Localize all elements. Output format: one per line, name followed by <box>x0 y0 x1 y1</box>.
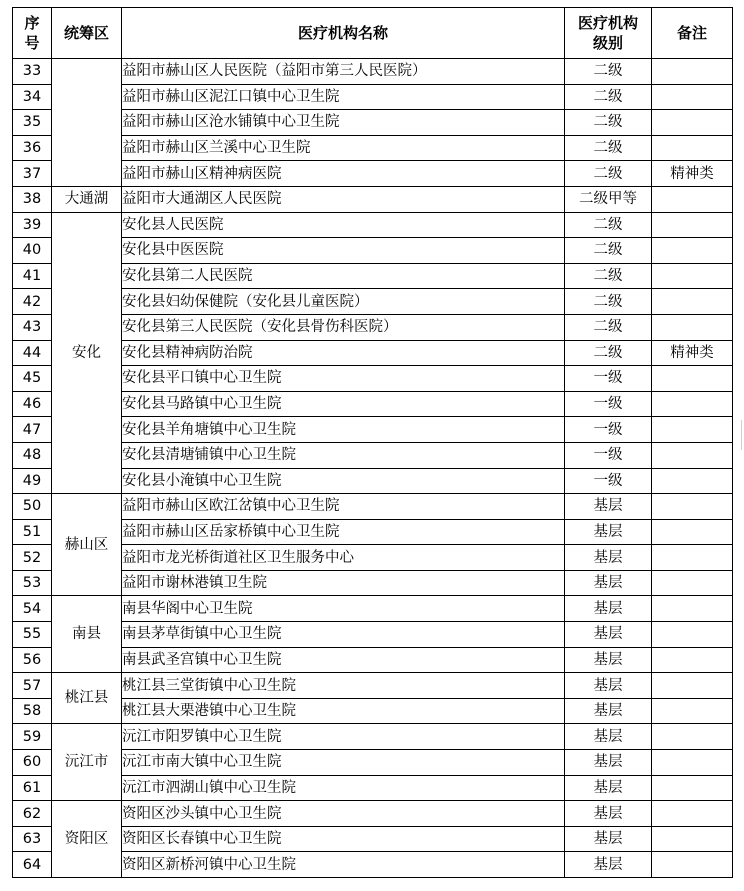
institution-name: 益阳市赫山区精神病医院 <box>122 161 565 187</box>
institution-name: 安化县小淹镇中心卫生院 <box>122 468 565 494</box>
header-note: 备注 <box>652 8 733 59</box>
institution-level: 二级 <box>565 135 652 161</box>
row-number: 43 <box>13 314 52 340</box>
row-number: 37 <box>13 161 52 187</box>
table-row <box>13 596 733 622</box>
note-cell <box>652 59 733 85</box>
row-number: 33 <box>13 59 52 85</box>
note-cell: 精神类 <box>652 161 733 187</box>
institution-name: 益阳市龙光桥街道社区卫生服务中心 <box>122 545 565 571</box>
row-number: 45 <box>13 366 52 392</box>
note-cell <box>652 673 733 699</box>
institution-level: 二级 <box>565 238 652 264</box>
institution-name: 沅江市阳罗镇中心卫生院 <box>122 724 565 750</box>
institution-name: 安化县清塘铺镇中心卫生院 <box>122 442 565 468</box>
institution-name: 益阳市赫山区欧江岔镇中心卫生院 <box>122 494 565 520</box>
area-cell: 桃江县 <box>52 673 122 724</box>
row-number: 42 <box>13 289 52 315</box>
area-cell: 沅江市 <box>52 724 122 801</box>
note-cell <box>652 442 733 468</box>
institution-name: 安化县平口镇中心卫生院 <box>122 366 565 392</box>
row-number: 39 <box>13 212 52 238</box>
row-number: 55 <box>13 622 52 648</box>
institution-level: 二级 <box>565 161 652 187</box>
note-cell <box>652 545 733 571</box>
note-cell <box>652 647 733 673</box>
row-number: 63 <box>13 826 52 852</box>
row-number: 46 <box>13 391 52 417</box>
institution-name: 安化县马路镇中心卫生院 <box>122 391 565 417</box>
institution-name: 益阳市赫山区兰溪中心卫生院 <box>122 135 565 161</box>
note-cell <box>652 750 733 776</box>
institution-level: 二级 <box>565 59 652 85</box>
institution-name: 资阳区新桥河镇中心卫生院 <box>122 852 565 878</box>
note-cell <box>652 110 733 136</box>
table-row <box>13 59 733 85</box>
table-row <box>13 673 733 699</box>
note-cell <box>652 852 733 878</box>
page-edge-mark <box>741 420 742 450</box>
institution-level: 基层 <box>565 801 652 827</box>
note-cell <box>652 314 733 340</box>
row-number: 59 <box>13 724 52 750</box>
institution-name: 桃江县三堂街镇中心卫生院 <box>122 673 565 699</box>
note-cell <box>652 289 733 315</box>
row-number: 61 <box>13 775 52 801</box>
note-cell <box>652 366 733 392</box>
institution-name: 沅江市泗湖山镇中心卫生院 <box>122 775 565 801</box>
institution-level: 二级 <box>565 110 652 136</box>
row-number: 50 <box>13 494 52 520</box>
institution-level: 基层 <box>565 852 652 878</box>
note-cell <box>652 724 733 750</box>
table-row <box>13 212 733 238</box>
row-number: 51 <box>13 519 52 545</box>
row-number: 38 <box>13 186 52 212</box>
table-row <box>13 494 733 520</box>
institution-level: 基层 <box>565 647 652 673</box>
note-cell <box>652 263 733 289</box>
institution-name: 益阳市赫山区岳家桥镇中心卫生院 <box>122 519 565 545</box>
row-number: 56 <box>13 647 52 673</box>
institution-name: 沅江市南大镇中心卫生院 <box>122 750 565 776</box>
institution-name: 安化县第二人民医院 <box>122 263 565 289</box>
institution-level: 基层 <box>565 698 652 724</box>
institution-level: 一级 <box>565 391 652 417</box>
area-cell: 南县 <box>52 596 122 673</box>
institution-level: 二级 <box>565 340 652 366</box>
header-area: 统筹区 <box>52 8 122 59</box>
institution-name: 益阳市大通湖区人民医院 <box>122 186 565 212</box>
institution-name: 桃江县大栗港镇中心卫生院 <box>122 698 565 724</box>
institution-name: 资阳区沙头镇中心卫生院 <box>122 801 565 827</box>
institution-level: 基层 <box>565 519 652 545</box>
note-cell <box>652 698 733 724</box>
table-header-row <box>13 8 733 59</box>
table-row <box>13 724 733 750</box>
row-number: 52 <box>13 545 52 571</box>
institution-name: 南县华阁中心卫生院 <box>122 596 565 622</box>
row-number: 49 <box>13 468 52 494</box>
header-level: 医疗机构 级别 <box>565 8 652 59</box>
note-cell <box>652 519 733 545</box>
note-cell <box>652 212 733 238</box>
row-number: 60 <box>13 750 52 776</box>
institution-level: 二级 <box>565 212 652 238</box>
row-number: 57 <box>13 673 52 699</box>
row-number: 48 <box>13 442 52 468</box>
institution-level: 基层 <box>565 570 652 596</box>
row-number: 36 <box>13 135 52 161</box>
row-number: 64 <box>13 852 52 878</box>
area-cell <box>52 59 122 187</box>
institution-level: 基层 <box>565 826 652 852</box>
institution-level: 基层 <box>565 545 652 571</box>
row-number: 62 <box>13 801 52 827</box>
row-number: 58 <box>13 698 52 724</box>
institution-name: 南县武圣宫镇中心卫生院 <box>122 647 565 673</box>
institution-level: 基层 <box>565 596 652 622</box>
institution-level: 二级 <box>565 263 652 289</box>
institution-name: 南县茅草街镇中心卫生院 <box>122 622 565 648</box>
row-number: 34 <box>13 84 52 110</box>
note-cell <box>652 468 733 494</box>
institution-level: 基层 <box>565 750 652 776</box>
institution-level: 一级 <box>565 442 652 468</box>
institution-name: 益阳市谢林港镇卫生院 <box>122 570 565 596</box>
institution-level: 基层 <box>565 673 652 699</box>
institution-level: 一级 <box>565 468 652 494</box>
note-cell <box>652 494 733 520</box>
institution-level: 二级甲等 <box>565 186 652 212</box>
row-number: 35 <box>13 110 52 136</box>
row-number: 40 <box>13 238 52 264</box>
table-row <box>13 801 733 827</box>
note-cell <box>652 622 733 648</box>
institution-table <box>12 7 733 878</box>
institution-level: 一级 <box>565 417 652 443</box>
note-cell <box>652 238 733 264</box>
institution-name: 安化县精神病防治院 <box>122 340 565 366</box>
area-cell: 安化 <box>52 212 122 494</box>
note-cell <box>652 135 733 161</box>
institution-name: 安化县妇幼保健院（安化县儿童医院） <box>122 289 565 315</box>
institution-level: 二级 <box>565 84 652 110</box>
institution-name: 安化县羊角塘镇中心卫生院 <box>122 417 565 443</box>
institution-name: 安化县第三人民医院（安化县骨伤科医院） <box>122 314 565 340</box>
institution-name: 益阳市赫山区人民医院（益阳市第三人民医院） <box>122 59 565 85</box>
note-cell <box>652 84 733 110</box>
institution-level: 二级 <box>565 314 652 340</box>
institution-name: 安化县人民医院 <box>122 212 565 238</box>
header-name: 医疗机构名称 <box>122 8 565 59</box>
note-cell <box>652 570 733 596</box>
note-cell <box>652 186 733 212</box>
area-cell: 大通湖 <box>52 186 122 212</box>
note-cell <box>652 391 733 417</box>
institution-level: 基层 <box>565 724 652 750</box>
table-row <box>13 186 733 212</box>
note-cell: 精神类 <box>652 340 733 366</box>
area-cell: 赫山区 <box>52 494 122 596</box>
institution-name: 益阳市赫山区泥江口镇中心卫生院 <box>122 84 565 110</box>
table-body <box>13 59 733 878</box>
note-cell <box>652 801 733 827</box>
institution-level: 一级 <box>565 366 652 392</box>
note-cell <box>652 417 733 443</box>
institution-level: 二级 <box>565 289 652 315</box>
row-number: 41 <box>13 263 52 289</box>
institution-name: 安化县中医医院 <box>122 238 565 264</box>
note-cell <box>652 826 733 852</box>
institution-name: 益阳市赫山区沧水铺镇中心卫生院 <box>122 110 565 136</box>
row-number: 47 <box>13 417 52 443</box>
note-cell <box>652 775 733 801</box>
area-cell: 资阳区 <box>52 801 122 878</box>
institution-level: 基层 <box>565 494 652 520</box>
row-number: 54 <box>13 596 52 622</box>
header-no: 序 号 <box>13 8 52 59</box>
row-number: 44 <box>13 340 52 366</box>
institution-level: 基层 <box>565 775 652 801</box>
institution-level: 基层 <box>565 622 652 648</box>
row-number: 53 <box>13 570 52 596</box>
note-cell <box>652 596 733 622</box>
institution-name: 资阳区长春镇中心卫生院 <box>122 826 565 852</box>
